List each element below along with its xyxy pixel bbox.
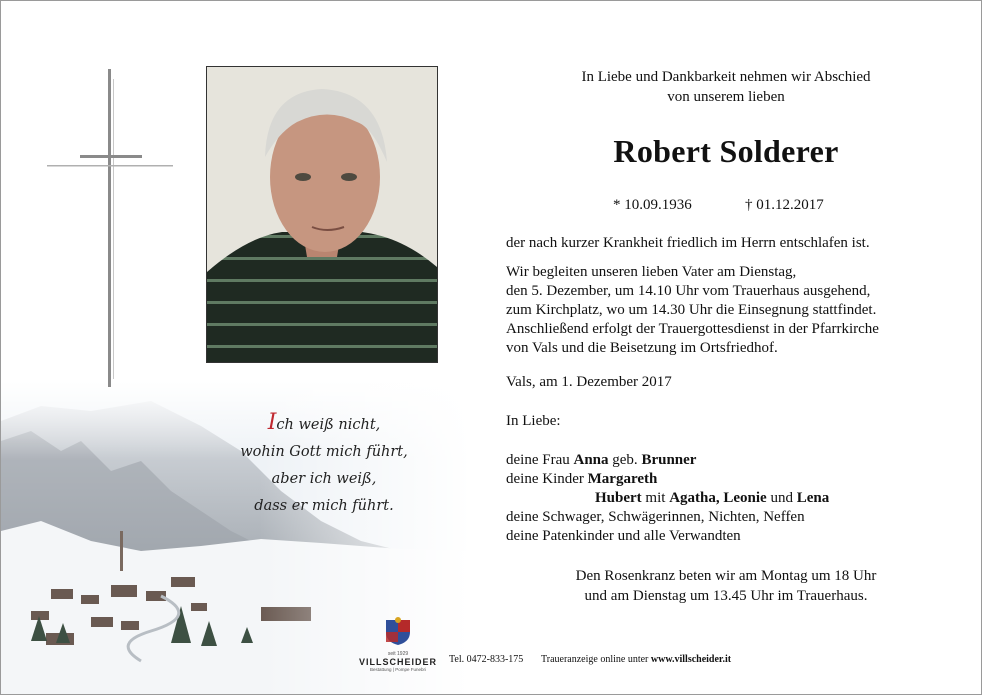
rosary-text: Den Rosenkranz beten wir am Montag um 18 Uhr und am Dienstag um 13.45 Uhr im Trauerhaus. xyxy=(575,568,877,604)
intro-text: In Liebe und Dankbarkeit nehmen wir Abschied von unserem lieben xyxy=(581,69,871,105)
poem-line-4: dass er mich führt. xyxy=(254,498,394,514)
death-date: † 01.12.2017 xyxy=(745,197,824,213)
villscheider-logo: seit 1929 VILLSCHEIDER Bestattung | Pompe Funebri xyxy=(353,616,443,678)
in-liebe-label: In Liebe: xyxy=(506,413,561,429)
poem-line-2: wohin Gott mich führt, xyxy=(240,444,408,460)
mourner-wife: deine Frau Anna geb. Brunner xyxy=(506,452,697,468)
mourner-children: deine Kinder Margareth xyxy=(506,471,658,487)
website-link[interactable]: www.villscheider.it xyxy=(650,654,732,665)
cross-icon xyxy=(47,69,177,389)
footer-online: Traueranzeige online unter www.villscheider.it xyxy=(541,654,732,665)
funeral-details: Wir begleiten unseren lieben Vater am Dienstag, den 5. Dezember, um 14.10 Uhr vom Trauerhaus ausgehend, zum Kirchplatz, wo um 14.30 Uhr die Einsegnung stattfindet. Anschließend erfolgt der Trauergottesdienst in der Pfarrkirche von Vals und die Beisetzung im Ortsfriedhof. xyxy=(506,264,879,356)
passing-text: der nach kurzer Krankheit friedlich im Herrn entschlafen ist. xyxy=(506,235,870,251)
mourner-in-laws: deine Schwager, Schwägerinnen, Nichten, Neffen xyxy=(506,509,805,525)
mourners-list xyxy=(506,451,829,546)
portrait-photo xyxy=(206,66,438,363)
birth-date: * 10.09.1936 xyxy=(613,197,692,213)
coat-of-arms-icon xyxy=(378,616,418,646)
poem-line-1: Ich weiß nicht, xyxy=(267,410,381,435)
mourner-child-2: Hubert mit Agatha, Leonie und Lena xyxy=(595,490,830,506)
place-date: Vals, am 1. Dezember 2017 xyxy=(506,374,672,390)
mourner-godchildren: deine Patenkinder und alle Verwandten xyxy=(506,528,741,544)
poem-line-3: aber ich weiß, xyxy=(271,471,377,487)
poem xyxy=(229,409,419,520)
deceased-name: Robert Solderer xyxy=(613,133,839,169)
poem-initial: I xyxy=(267,410,277,435)
footer-phone: Tel. 0472-833-175 xyxy=(449,654,524,665)
